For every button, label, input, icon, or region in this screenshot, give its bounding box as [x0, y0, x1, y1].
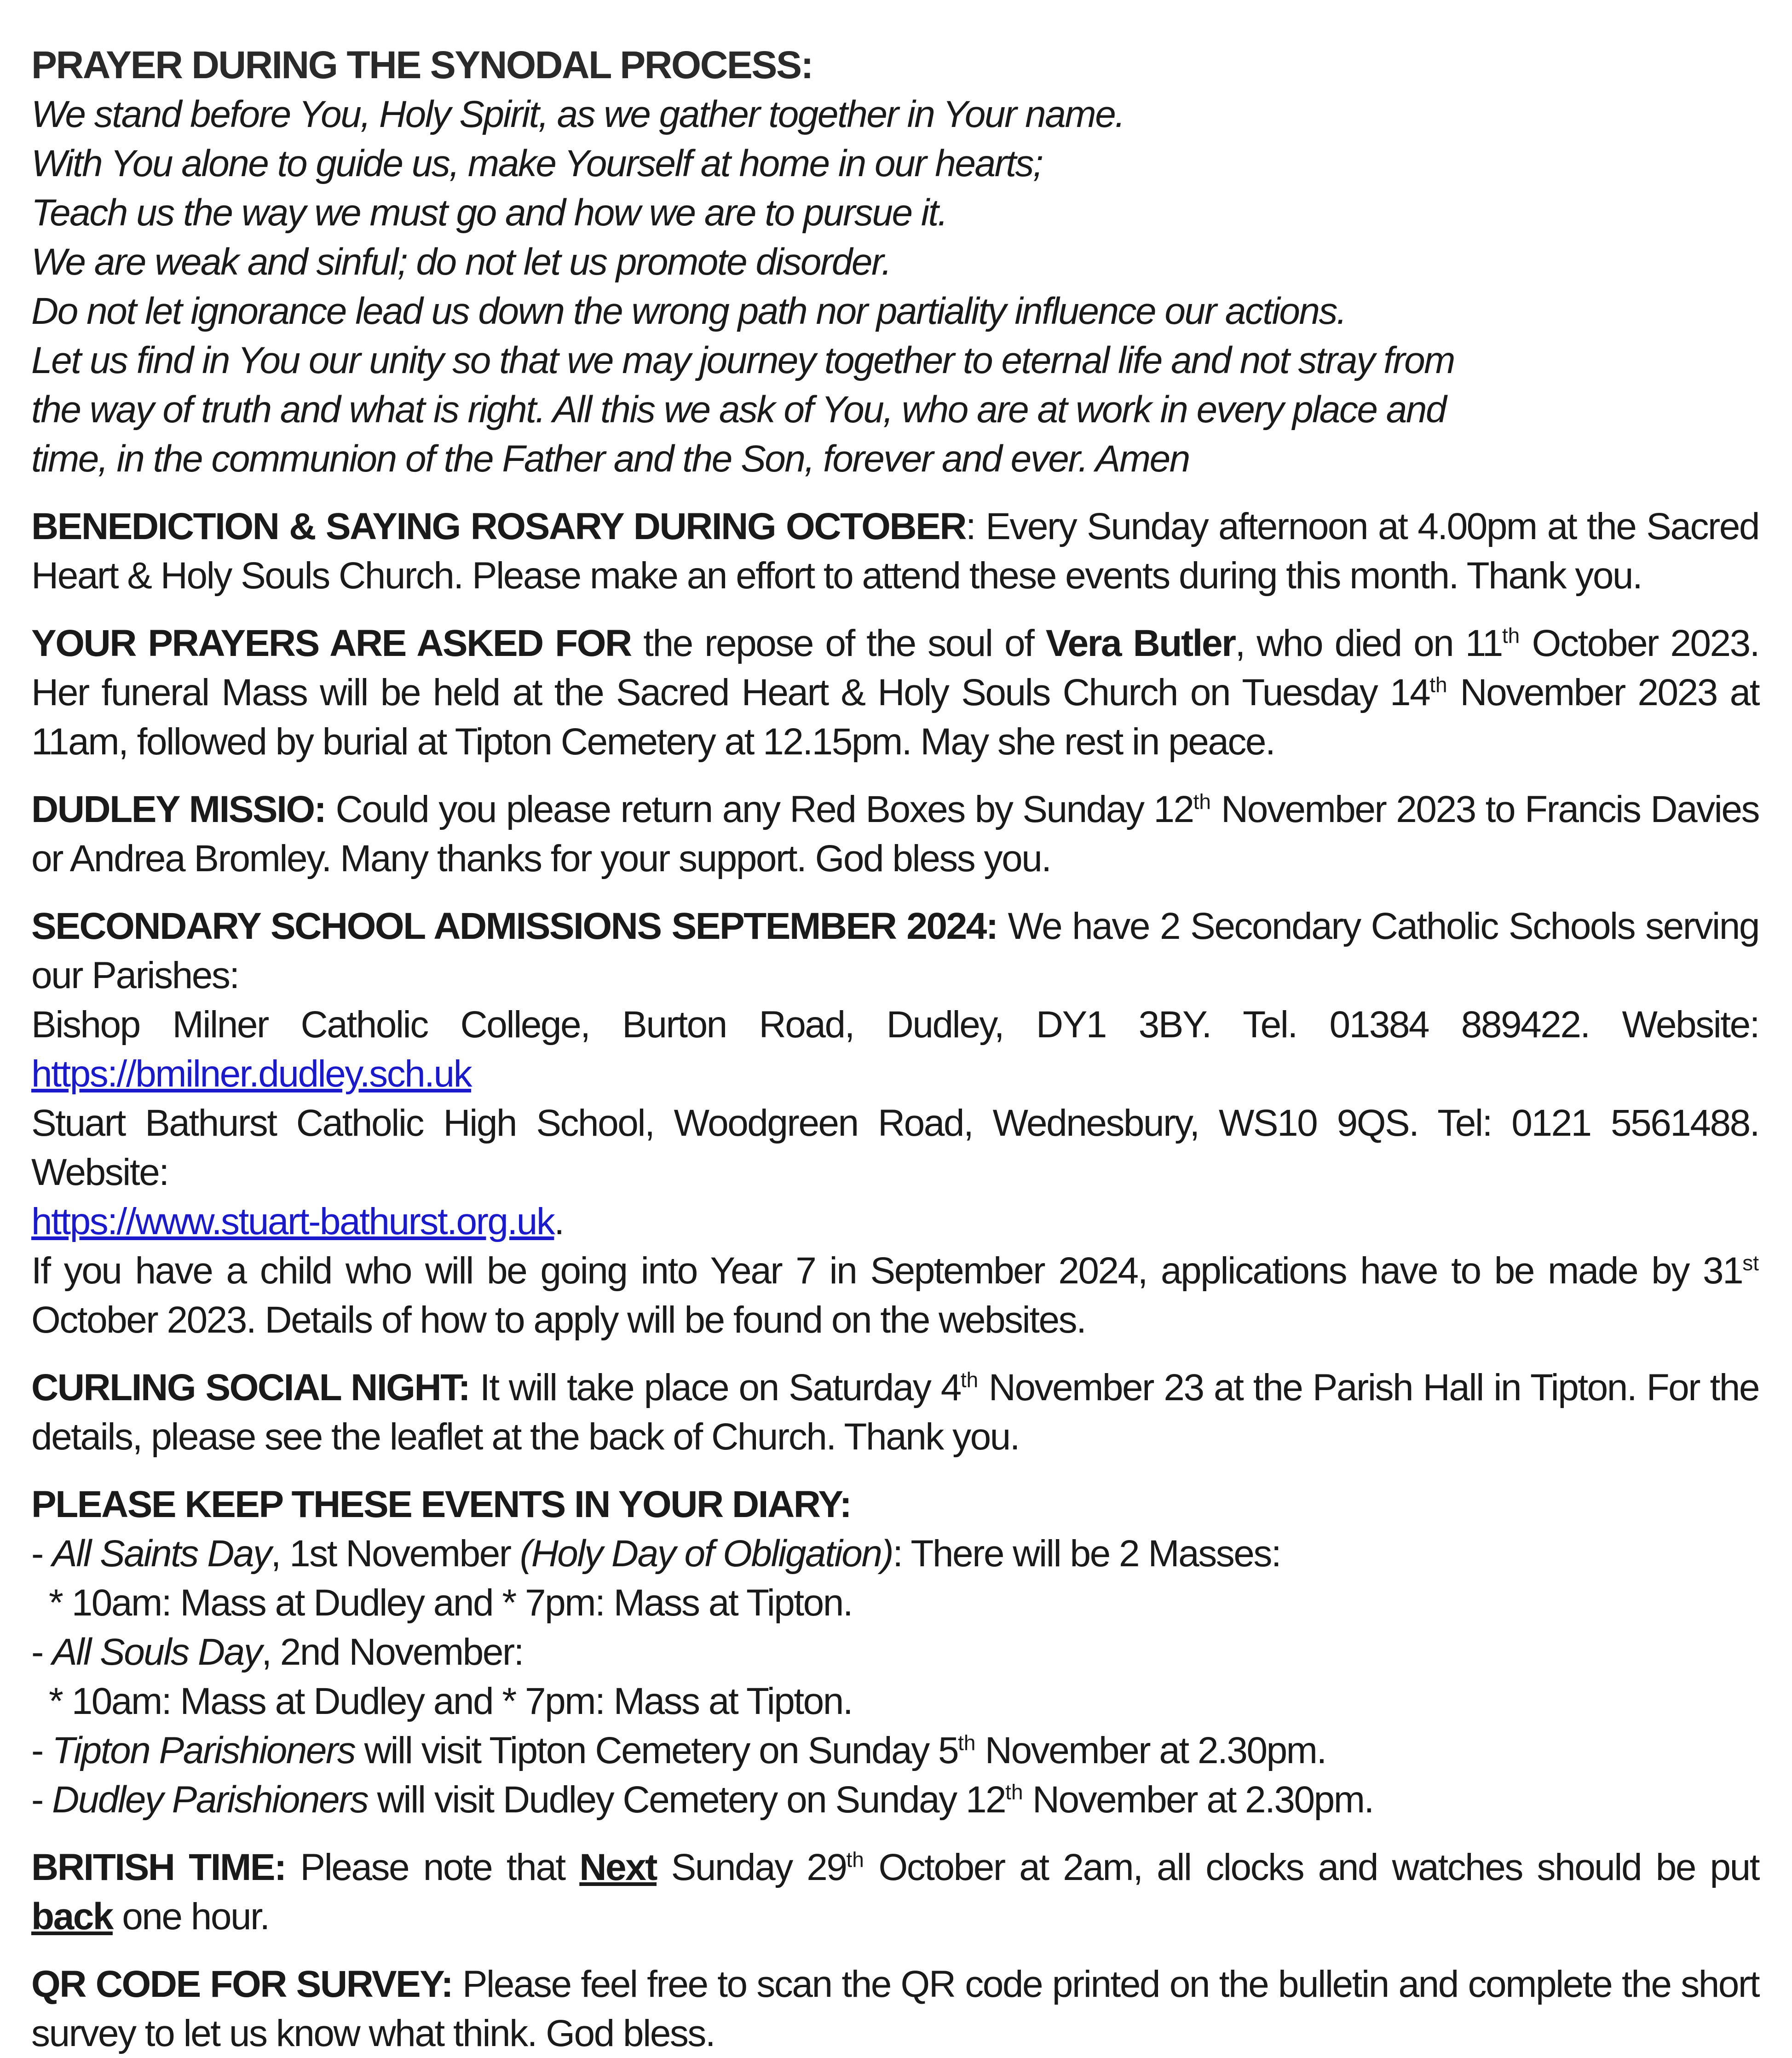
school-1-details: Bishop Milner Catholic College, Burton Road, Dudley, DY1 3BY. Tel. 01384 889422. Website:	[31, 1004, 1759, 1046]
punctuation: .	[554, 1201, 564, 1242]
school-1-website-link[interactable]: https://bmilner.dudley.sch.uk	[31, 1053, 472, 1095]
event-text: : There will be 2 Masses:	[893, 1533, 1281, 1575]
diary-notice	[31, 1480, 1759, 1824]
event-name: All Souls Day	[52, 1631, 262, 1673]
british-time-text: Please note that	[285, 1846, 580, 1888]
benediction-text: : Every Sunday afternoon at 4.00pm at the Sacred Heart & Holy Souls Church. Please make an effort to attend these events during this month. Thank you.	[31, 506, 1759, 597]
event-text: , 2nd November:	[261, 1631, 523, 1673]
british-time-text: Sunday 29	[656, 1846, 847, 1888]
diary-item	[31, 1627, 1759, 1677]
prayers-text: the repose of the soul of	[631, 622, 1046, 664]
diary-item	[31, 1726, 1759, 1775]
prayers-notice	[31, 619, 1759, 766]
admissions-text: October 2023. Details of how to apply will be found on the websites.	[31, 1299, 1086, 1341]
prayer-line: time, in the communion of the Father and the Son, forever and ever. Amen	[31, 438, 1189, 480]
british-time-text: one hour.	[112, 1896, 269, 1937]
school-2-website-link[interactable]: https://www.stuart-bathurst.org.uk	[31, 1201, 554, 1242]
prayers-text: November 2023 at 11am, followed by burial at Tipton Cemetery at 12.15pm. May she rest in peace.	[31, 672, 1759, 763]
bulletin-page	[31, 40, 1759, 2058]
qr-heading: QR CODE FOR SURVEY:	[31, 1963, 453, 2005]
prayer-line: With You alone to guide us, make Yourself at home in our hearts;	[31, 143, 1043, 184]
ordinal-suffix: th	[1429, 673, 1447, 697]
missio-text: Could you please return any Red Boxes by Sunday 12	[325, 788, 1193, 830]
bullet-dash: -	[31, 1779, 52, 1821]
admissions-heading: SECONDARY SCHOOL ADMISSIONS SEPTEMBER 2024:	[31, 905, 997, 947]
british-time-heading: BRITISH TIME:	[31, 1846, 286, 1888]
missio-notice	[31, 785, 1759, 883]
diary-subitem: * 10am: Mass at Dudley and * 7pm: Mass at Tipton.	[49, 1680, 853, 1722]
ordinal-suffix: th	[958, 1730, 976, 1755]
emphasis-next: Next	[579, 1846, 657, 1888]
diary-item	[31, 1775, 1759, 1824]
synodal-prayer-section	[31, 40, 1759, 483]
prayers-text: , who died on 11	[1235, 622, 1502, 664]
event-text: , 1st November	[271, 1533, 520, 1575]
admissions-text: If you have a child who will be going into Year 7 in September 2024, applications have to be made by 31	[31, 1250, 1743, 1292]
ordinal-suffix: th	[960, 1368, 979, 1392]
bullet-dash: -	[31, 1730, 52, 1771]
deceased-name: Vera Butler	[1045, 622, 1235, 664]
diary-subitem: * 10am: Mass at Dudley and * 7pm: Mass at Tipton.	[49, 1582, 853, 1624]
diary-heading: PLEASE KEEP THESE EVENTS IN YOUR DIARY:	[31, 1483, 851, 1525]
event-text: will visit Tipton Cemetery on Sunday 5	[355, 1730, 958, 1771]
prayers-text: October 2023. Her funeral Mass will be held at the Sacred Heart & Holy Souls Church on Tuesday 14	[31, 622, 1759, 713]
curling-text: It will take place on Saturday 4	[469, 1367, 961, 1408]
event-note: (Holy Day of Obligation)	[519, 1533, 893, 1575]
admissions-intro	[31, 902, 1759, 1000]
british-time-text: October at 2am, all clocks and watches should be put	[864, 1846, 1759, 1888]
prayer-line: We are weak and sinful; do not let us promote disorder.	[31, 241, 891, 283]
event-name: Tipton Parishioners	[52, 1730, 355, 1771]
admissions-text: We have 2 Secondary Catholic Schools serving our Parishes:	[31, 905, 1759, 996]
prayer-title: PRAYER DURING THE SYNODAL PROCESS:	[31, 43, 812, 86]
benediction-heading: BENEDICTION & SAYING ROSARY DURING OCTOBER	[31, 506, 966, 547]
benediction-notice	[31, 502, 1759, 600]
curling-notice	[31, 1363, 1759, 1461]
ordinal-suffix: st	[1742, 1251, 1759, 1275]
event-name: All Saints Day	[52, 1533, 271, 1575]
ordinal-suffix: th	[1502, 623, 1520, 648]
prayers-heading: YOUR PRAYERS ARE ASKED FOR	[31, 622, 631, 664]
prayer-line: the way of truth and what is right. All this we ask of You, who are at work in every place and	[31, 389, 1446, 431]
diary-item	[31, 1529, 1759, 1578]
curling-text: November 23 at the Parish Hall in Tipton. For the details, please see the leaflet at the back of Church. Thank you.	[31, 1367, 1759, 1458]
prayer-line: Let us find in You our unity so that we may journey together to eternal life and not stray from	[31, 339, 1454, 381]
school-2-details: Stuart Bathurst Catholic High School, Woodgreen Road, Wednesbury, WS10 9QS. Tel: 0121 5561488. Website:	[31, 1102, 1759, 1193]
missio-heading: DUDLEY MISSIO:	[31, 788, 326, 830]
event-text: November at 2.30pm.	[1023, 1779, 1373, 1821]
school-1-link-row	[31, 1049, 1759, 1098]
event-text: November at 2.30pm.	[975, 1730, 1326, 1771]
bullet-dash: -	[31, 1631, 52, 1673]
admissions-deadline	[31, 1246, 1759, 1345]
bullet-dash: -	[31, 1533, 52, 1575]
ordinal-suffix: th	[1193, 789, 1211, 814]
admissions-notice	[31, 902, 1759, 1345]
school-2-link-row	[31, 1197, 1759, 1246]
qr-text: Please feel free to scan the QR code printed on the bulletin and complete the short survey to let us know what think. God bless.	[31, 1963, 1759, 2054]
prayer-line: Teach us the way we must go and how we are to pursue it.	[31, 192, 947, 234]
qr-survey-notice	[31, 1960, 1759, 2058]
ordinal-suffix: th	[1005, 1780, 1023, 1804]
emphasis-back: back	[31, 1896, 113, 1937]
prayer-line: We stand before You, Holy Spirit, as we gather together in Your name.	[31, 93, 1124, 135]
prayer-line: Do not let ignorance lead us down the wrong path nor partiality influence our actions.	[31, 290, 1346, 332]
ordinal-suffix: th	[846, 1847, 864, 1872]
event-name: Dudley Parishioners	[52, 1779, 368, 1821]
curling-heading: CURLING SOCIAL NIGHT:	[31, 1367, 470, 1408]
event-text: will visit Dudley Cemetery on Sunday 12	[368, 1779, 1006, 1821]
british-time-notice	[31, 1843, 1759, 1941]
missio-text: November 2023 to Francis Davies or Andrea Bromley. Many thanks for your support. God bless you.	[31, 788, 1759, 880]
